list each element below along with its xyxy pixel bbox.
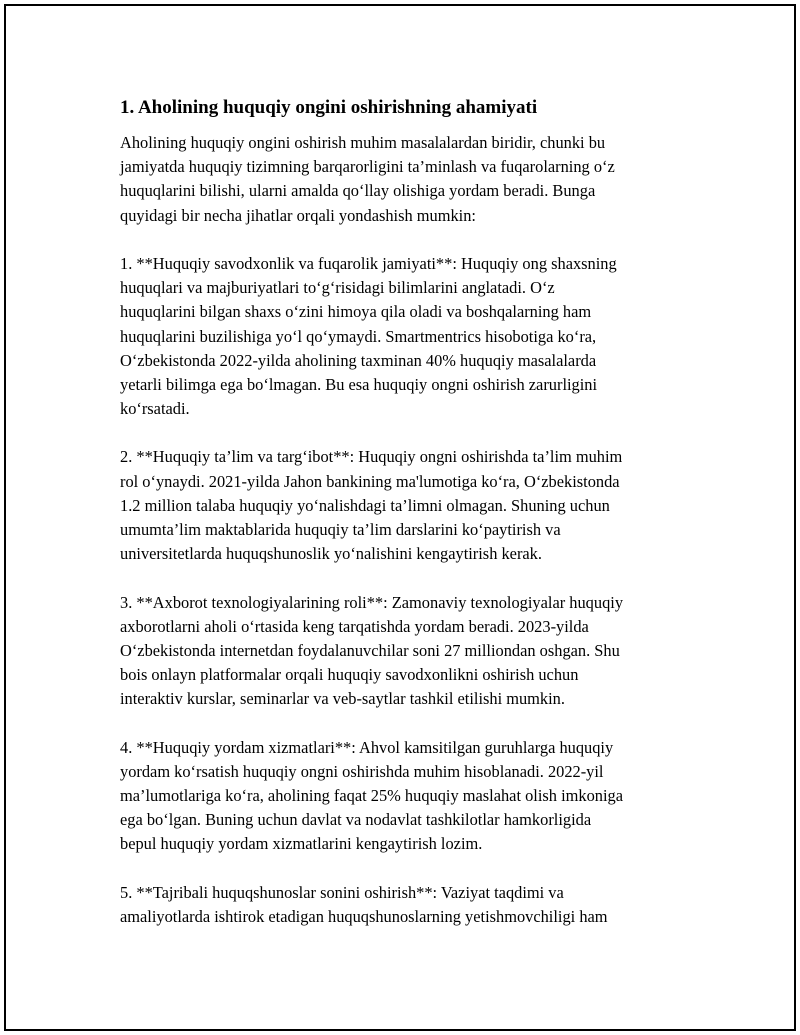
- text-line: huquqlarini bilgan shaxs o‘zini himoya qila oladi va boshqalarning ham: [120, 302, 592, 322]
- text-line: 4. **Huquqiy yordam xizmatlari**: Ahvol kamsitilgan guruhlarga huquqiy: [120, 737, 614, 757]
- text-line: jamiyatda huquqiy tizimning barqarorligini ta’minlash va fuqarolarning o‘z: [120, 157, 615, 177]
- point-2-paragraph: [120, 445, 700, 566]
- section-heading: 1. Aholining huquqiy ongini oshirishning ahamiyati: [120, 97, 538, 118]
- document-content: [120, 96, 700, 929]
- point-1-paragraph: [120, 252, 700, 421]
- text-line: 5. **Tajribali huquqshunoslar sonini oshirish**: Vaziyat taqdimi va: [120, 882, 564, 902]
- intro-paragraph: [120, 131, 700, 228]
- text-line: universitetlarda huquqshunoslik yo‘nalishini kengaytirish kerak.: [120, 544, 542, 564]
- text-line: yetarli bilimga ega bo‘lmagan. Bu esa huquqiy ongni oshirish zarurligini: [120, 374, 598, 394]
- text-line: O‘zbekistonda 2022-yilda aholining taxminan 40% huquqiy masalalarda: [120, 350, 597, 370]
- text-line: bois onlayn platformalar orqali huquqiy savodxonlikni oshirish uchun: [120, 665, 579, 685]
- text-line: ma’lumotlariga ko‘ra, aholining faqat 25% huquqiy maslahat olish imkoniga: [120, 786, 623, 806]
- text-line: huquqlari va majburiyatlari to‘g‘risidagi bilimlarini anglatadi. O‘z: [120, 278, 555, 298]
- text-line: 2. **Huquqiy ta’lim va targ‘ibot**: Huquqiy ongni oshirishda ta’lim muhim: [120, 447, 623, 467]
- text-line: Aholining huquqiy ongini oshirish muhim masalalardan biridir, chunki bu: [120, 133, 606, 152]
- text-line: yordam ko‘rsatish huquqiy ongni oshirishda muhim hisoblanadi. 2022-yil: [120, 761, 604, 781]
- text-line: ko‘rsatadi.: [120, 399, 190, 419]
- text-line: rol o‘ynaydi. 2021-yilda Jahon bankining ma'lumotiga ko‘ra, O‘zbekistonda: [120, 471, 620, 491]
- text-line: quyidagi bir necha jihatlar orqali yondashish mumkin:: [120, 205, 476, 225]
- text-line: 1. **Huquqiy savodxonlik va fuqarolik jamiyati**: Huquqiy ong shaxsning: [120, 253, 617, 273]
- point-5-paragraph: [120, 881, 700, 929]
- text-line: 3. **Axborot texnologiyalarining roli**: Zamonaviy texnologiyalar huquqiy: [120, 592, 624, 612]
- point-4-paragraph: [120, 736, 700, 857]
- text-line: huquqlarini buzilishiga yo‘l qo‘ymaydi. Smartmentrics hisobotiga ko‘ra,: [120, 326, 597, 346]
- text-line: ega bo‘lgan. Buning uchun davlat va nodavlat tashkilotlar hamkorligida: [120, 810, 592, 830]
- text-line: bepul huquqiy yordam xizmatlarini kengaytirish lozim.: [120, 834, 483, 854]
- text-line: umumta’lim maktablarida huquqiy ta’lim darslarini ko‘paytirish va: [120, 520, 561, 539]
- document-page: [4, 4, 796, 1031]
- text-line: O‘zbekistonda internetdan foydalanuvchilar soni 27 milliondan oshgan. Shu: [120, 640, 620, 660]
- text-line: axborotlarni aholi o‘rtasida keng tarqatishda yordam beradi. 2023-yilda: [120, 616, 589, 636]
- point-3-paragraph: [120, 591, 700, 712]
- text-line: amaliyotlarda ishtirok etadigan huquqshunoslarning yetishmovchiligi ham: [120, 907, 608, 926]
- text-line: 1.2 million talaba huquqiy yo‘nalishdagi ta’limni olmagan. Shuning uchun: [120, 495, 610, 515]
- text-line: interaktiv kurslar, seminarlar va veb-saytlar tashkil etilishi mumkin.: [120, 689, 565, 709]
- text-line: huquqlarini bilishi, ularni amalda qo‘llay olishiga yordam beradi. Bunga: [120, 181, 596, 201]
